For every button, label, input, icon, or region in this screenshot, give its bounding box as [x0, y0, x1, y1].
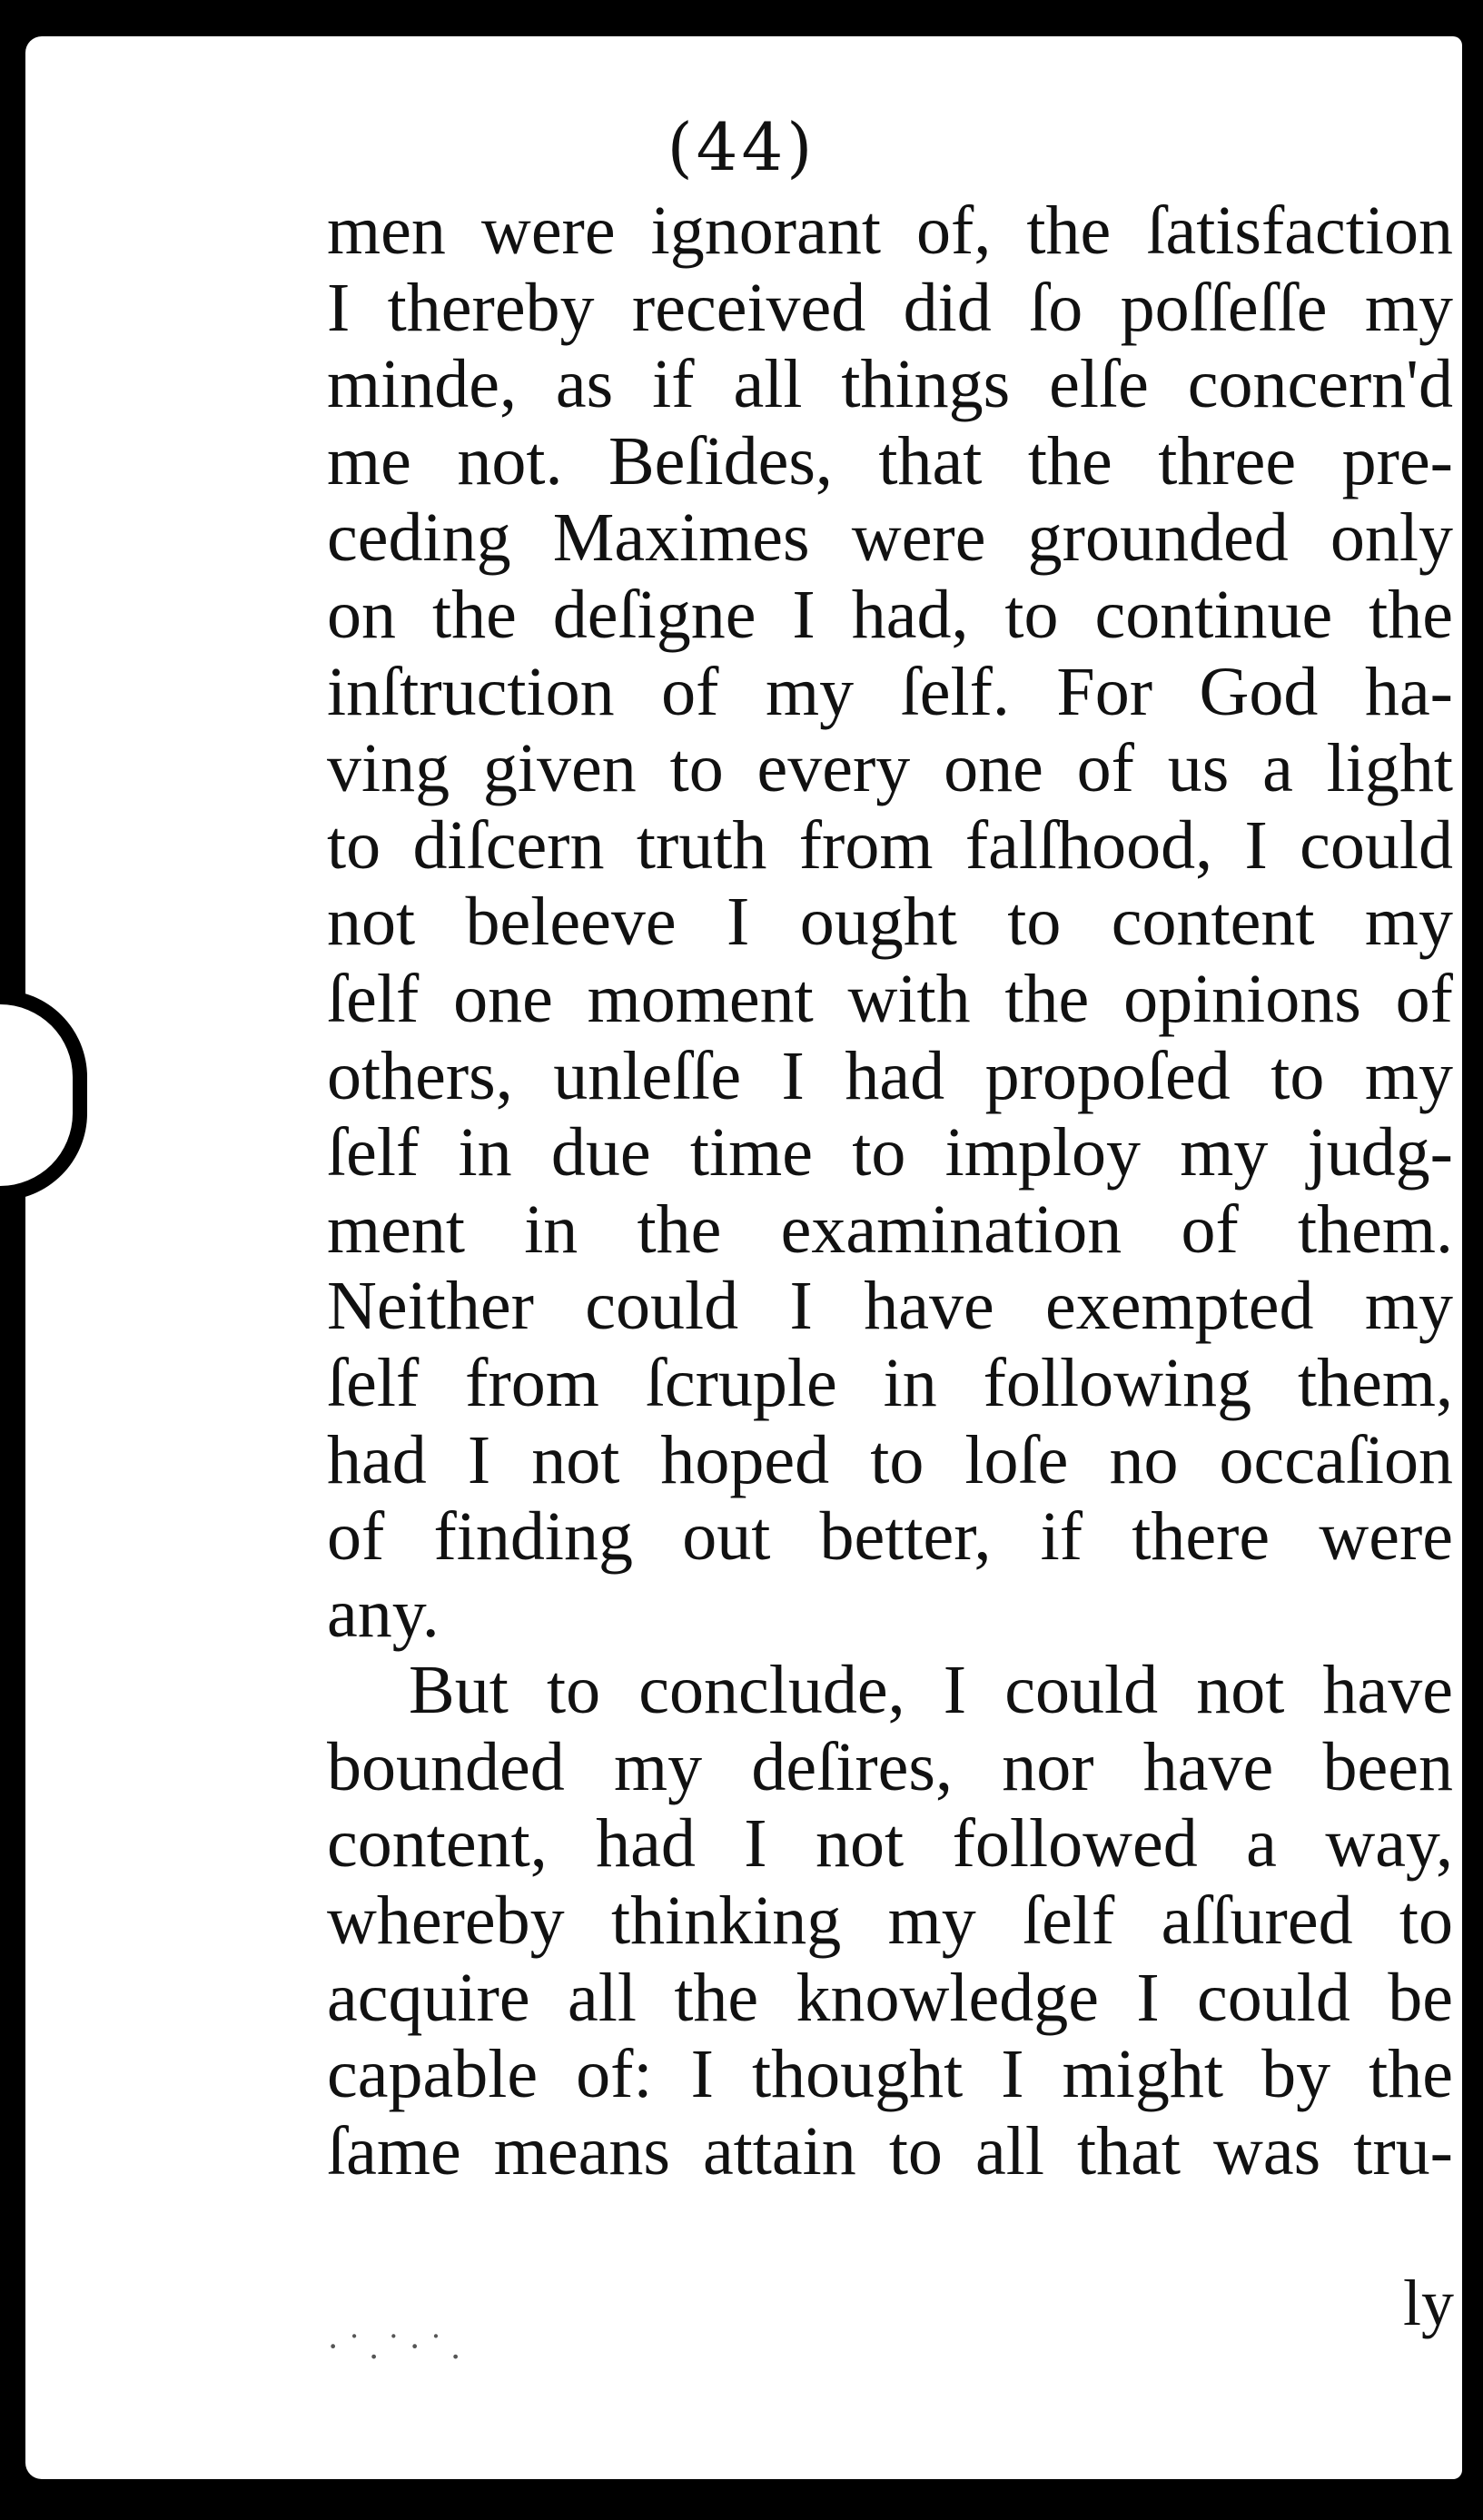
text-line: ving given to every one of us a light: [327, 730, 1453, 807]
text-line: of finding out better, if there were: [327, 1498, 1453, 1576]
text-line: acquire all the knowledge I could be: [327, 1959, 1453, 2036]
text-line: ſelf from ſcruple in following them,: [327, 1344, 1453, 1421]
text-line: But to conclude, I could not have: [409, 1652, 1453, 1729]
text-line: content, had I not followed a way,: [327, 1805, 1453, 1883]
text-line: ſame means attain to all that was tru-: [327, 2112, 1453, 2189]
text-line: ceding Maximes were grounded only: [327, 499, 1453, 577]
print-specks: · ˙ . ˙ · ˙ .: [327, 2326, 460, 2367]
text-line: minde, as if all things elſe concern'd: [327, 346, 1453, 423]
text-line: inſtruction of my ſelf. For God ha-: [327, 653, 1453, 730]
text-line: to diſcern truth from falſhood, I could: [327, 806, 1453, 884]
text-line: ſelf in due time to imploy my judg-: [327, 1114, 1453, 1191]
paragraph-2: [327, 1652, 1453, 2189]
text-line: capable of: I thought I might by the: [327, 2036, 1453, 2113]
text-line: ſelf one moment with the opinions of: [327, 960, 1453, 1037]
paragraph-1: [327, 193, 1453, 1652]
text-line: on the deſigne I had, to continue the: [327, 576, 1453, 653]
text-line: ment in the examination of them.: [327, 1191, 1453, 1268]
text-line: men were ignorant of, the ſatisfaction: [327, 193, 1453, 269]
text-line: had I not hoped to loſe no occaſion: [327, 1421, 1453, 1498]
text-line: Neither could I have exempted my: [327, 1268, 1453, 1345]
page-edge: [0, 0, 25, 2520]
catchword: ly: [1402, 2267, 1454, 2339]
text-line: any.: [327, 1575, 440, 1652]
text-line: bounded my deſires, nor have been: [327, 1728, 1453, 1805]
text-line: me not. Beſides, that the three pre-: [327, 422, 1453, 499]
text-line: others, unleſſe I had propoſed to my: [327, 1037, 1453, 1114]
page-number: (44): [667, 109, 816, 185]
text-line: not beleeve I ought to content my: [327, 884, 1453, 961]
text-line: whereby thinking my ſelf aſſured to: [327, 1883, 1453, 1960]
body-text: [327, 193, 1453, 2189]
text-line: I thereby received did ſo poſſeſſe my: [327, 269, 1453, 346]
